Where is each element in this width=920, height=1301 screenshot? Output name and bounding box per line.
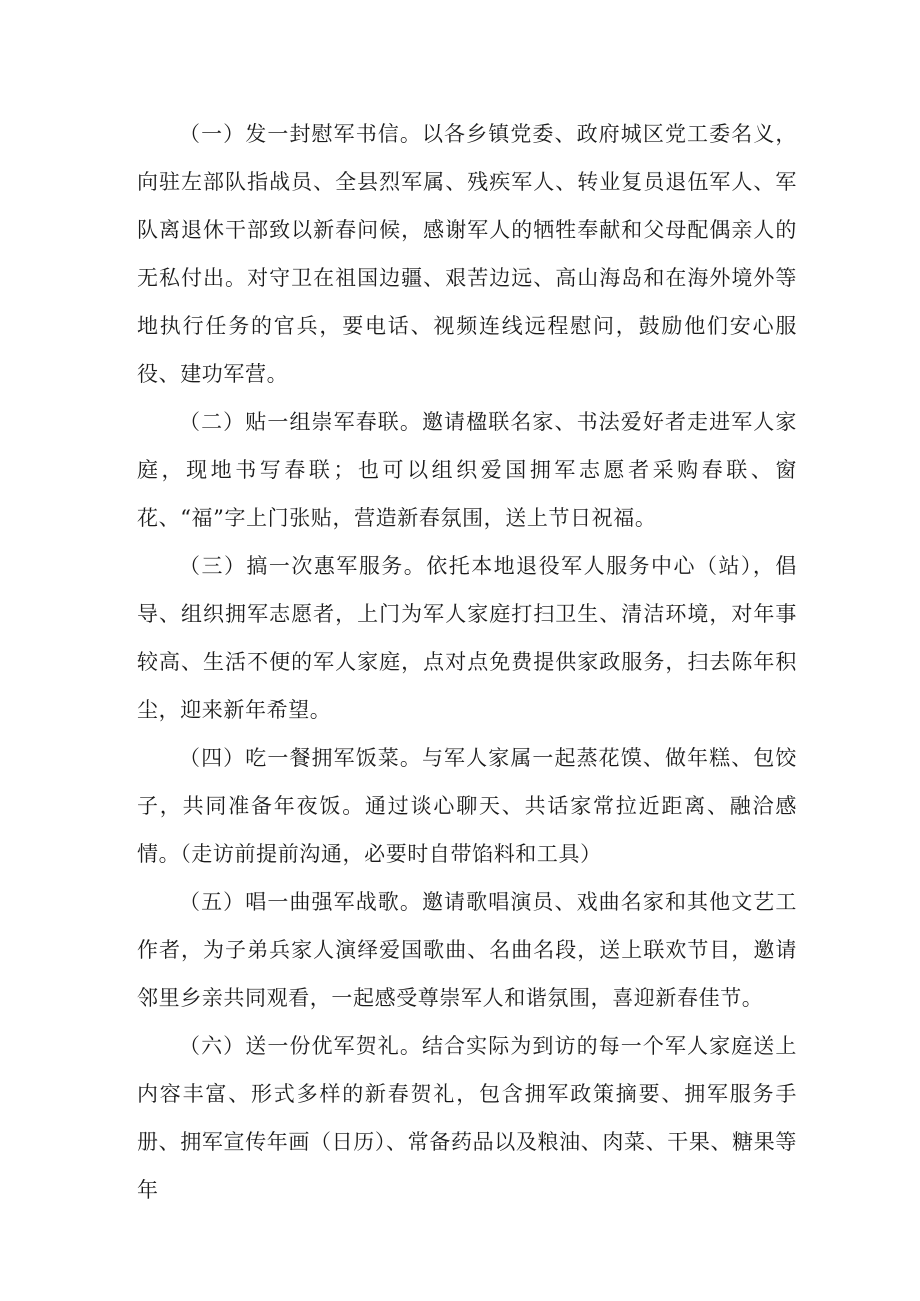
- paragraph-1: （一）发一封慰军书信。以各乡镇党委、政府城区党工委名义，向驻左部队指战员、全县烈军属、残疾军人、转业复员退伍军人、军队离退休干部致以新春问候，感谢军人的牺牲奉献和父母配偶亲人的无私付出。对守卫在祖国边疆、艰苦边远、高山海岛和在海外境外等地执行任务的官兵，要电话、视频连线远程慰问，鼓励他们安心服役、建功军营。: [137, 122, 797, 386]
- paragraph-5: （五）唱一曲强军战歌。邀请歌唱演员、戏曲名家和其他文艺工作者，为子弟兵家人演绎爱国歌曲、名曲名段，送上联欢节目，邀请邻里乡亲共同观看，一起感受尊崇军人和谐氛围，喜迎新春佳节。: [137, 890, 797, 1010]
- paragraph-3: （三）搞一次惠军服务。依托本地退役军人服务中心（站），倡导、组织拥军志愿者，上门为军人家庭打扫卫生、清洁环境，对年事较高、生活不便的军人家庭，点对点免费提供家政服务，扫去陈年积尘，迎来新年希望。: [137, 554, 797, 722]
- paragraph-4: （四）吃一餐拥军饭菜。与军人家属一起蒸花馍、做年糕、包饺子，共同准备年夜饭。通过谈心聊天、共话家常拉近距离、融洽感情。（走访前提前沟通，必要时自带馅料和工具）: [137, 746, 797, 866]
- paragraph-6: （六）送一份优军贺礼。结合实际为到访的每一个军人家庭送上内容丰富、形式多样的新春贺礼，包含拥军政策摘要、拥军服务手册、拥军宣传年画（日历）、常备药品以及粮油、肉菜、干果、糖果等年: [137, 1034, 797, 1202]
- document-body: [137, 110, 797, 1214]
- paragraph-2: （二）贴一组崇军春联。邀请楹联名家、书法爱好者走进军人家庭，现地书写春联；也可以组织爱国拥军志愿者采购春联、窗花、“福”字上门张贴，营造新春氛围，送上节日祝福。: [137, 410, 797, 530]
